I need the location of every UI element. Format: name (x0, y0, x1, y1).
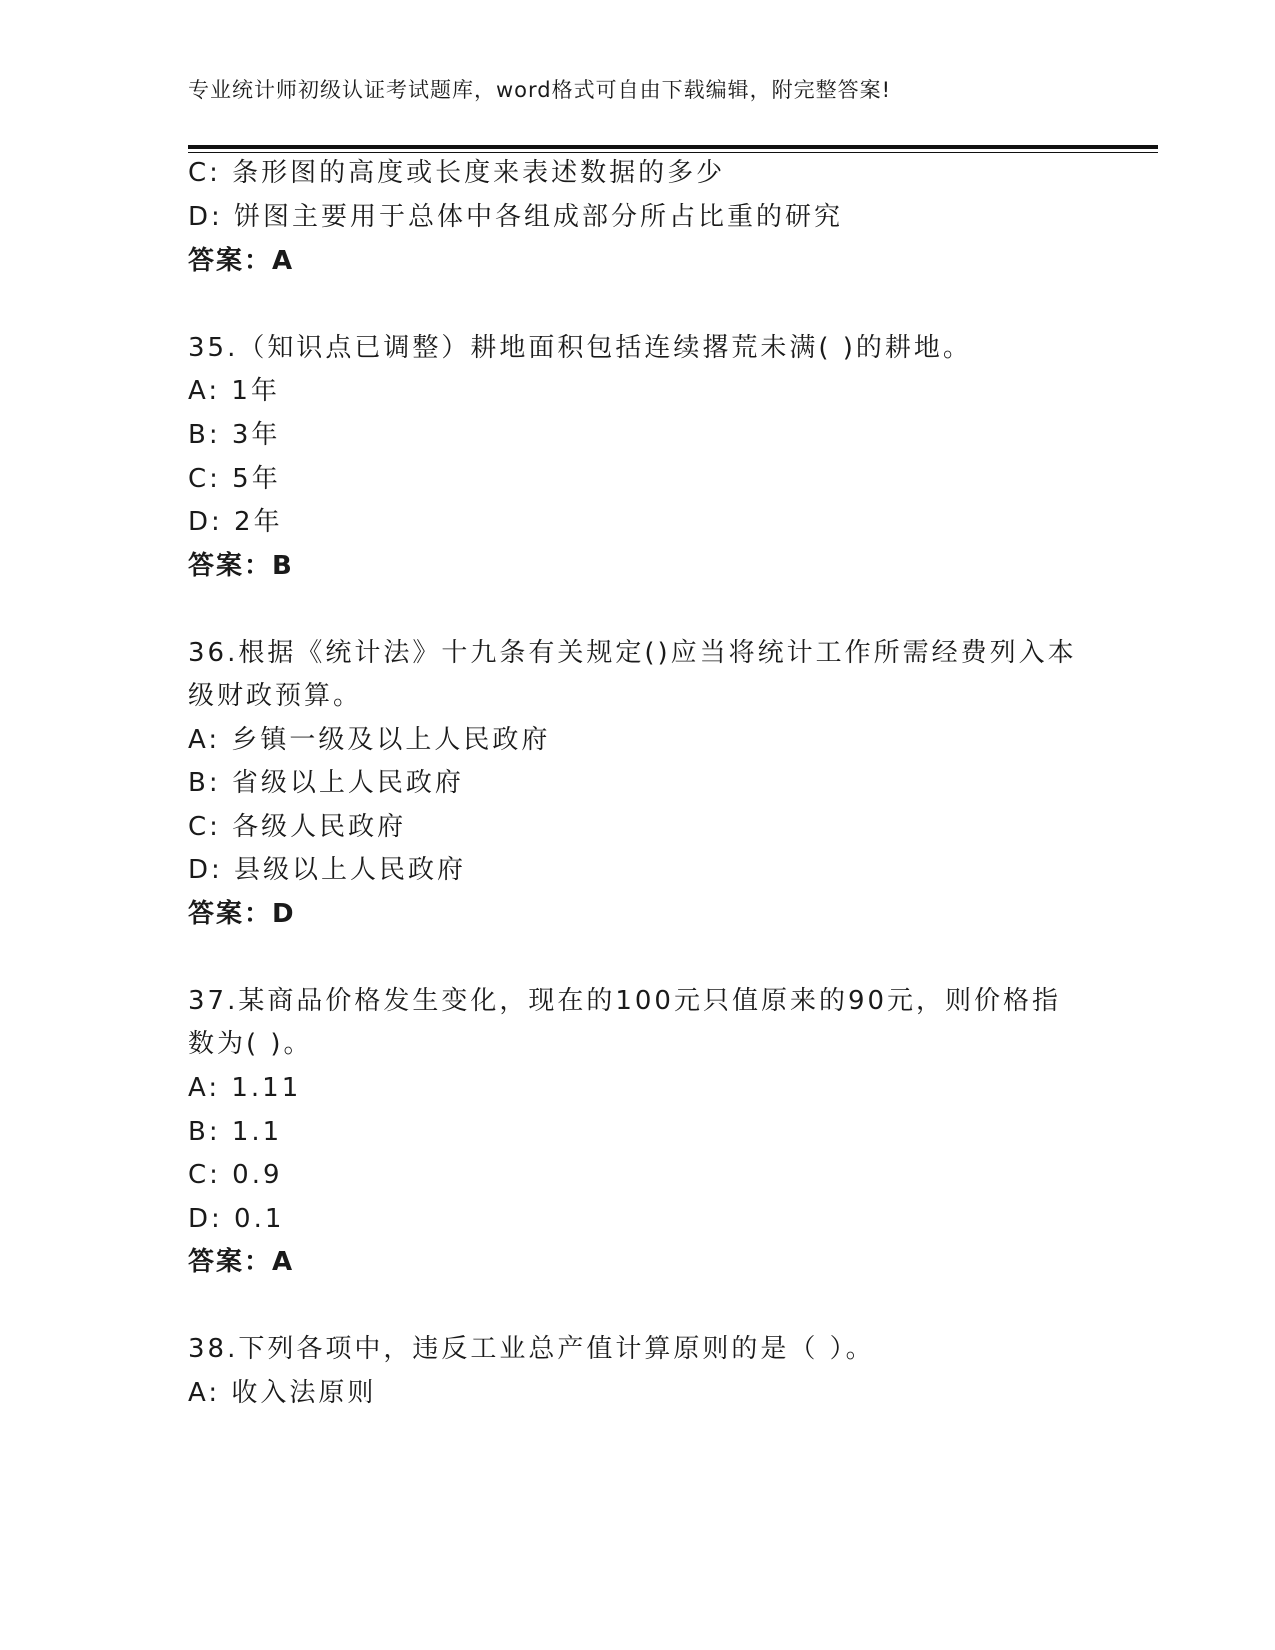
option-c-q36: C: 各级人民政府 (188, 812, 407, 842)
option-d-q36: D: 县级以上人民政府 (188, 855, 467, 885)
option-a-q37: A: 1.11 (188, 1073, 302, 1103)
question-37-line-2: 数为( )。 (188, 1029, 313, 1059)
question-35: 35.（知识点已调整）耕地面积包括连续撂荒未满( )的耕地。 (188, 333, 972, 363)
option-b-q37: B: 1.1 (188, 1117, 283, 1147)
answer-q35: 答案：B (188, 551, 294, 581)
answer-q37: 答案：A (188, 1247, 295, 1277)
question-37-line-1: 37.某商品价格发生变化，现在的100元只值原来的90元，则价格指 (188, 986, 1062, 1016)
option-a-q36: A: 乡镇一级及以上人民政府 (188, 725, 551, 755)
question-36-line-2: 级财政预算。 (188, 681, 363, 711)
question-36-line-1: 36.根据《统计法》十九条有关规定()应当将统计工作所需经费列入本 (188, 638, 1077, 668)
document-header: 专业统计师初级认证考试题库，word格式可自由下载编辑，附完整答案! (188, 78, 892, 102)
answer-q36: 答案：D (188, 899, 296, 929)
question-38: 38.下列各项中，违反工业总产值计算原则的是（ ）。 (188, 1334, 875, 1364)
option-b-q35: B: 3年 (188, 420, 281, 450)
option-b-q36: B: 省级以上人民政府 (188, 768, 464, 798)
option-a-q35: A: 1年 (188, 376, 280, 406)
option-d-q34: D: 饼图主要用于总体中各组成部分所占比重的研究 (188, 202, 844, 232)
header-rule-thick (188, 145, 1158, 149)
option-a-q38: A: 收入法原则 (188, 1378, 377, 1408)
option-c-q34: C: 条形图的高度或长度来表述数据的多少 (188, 158, 726, 188)
option-d-q35: D: 2年 (188, 507, 283, 537)
header-rule-thin (188, 152, 1158, 153)
answer-q34: 答案：A (188, 246, 295, 276)
option-d-q37: D: 0.1 (188, 1204, 285, 1234)
option-c-q37: C: 0.9 (188, 1160, 283, 1190)
option-c-q35: C: 5年 (188, 464, 281, 494)
